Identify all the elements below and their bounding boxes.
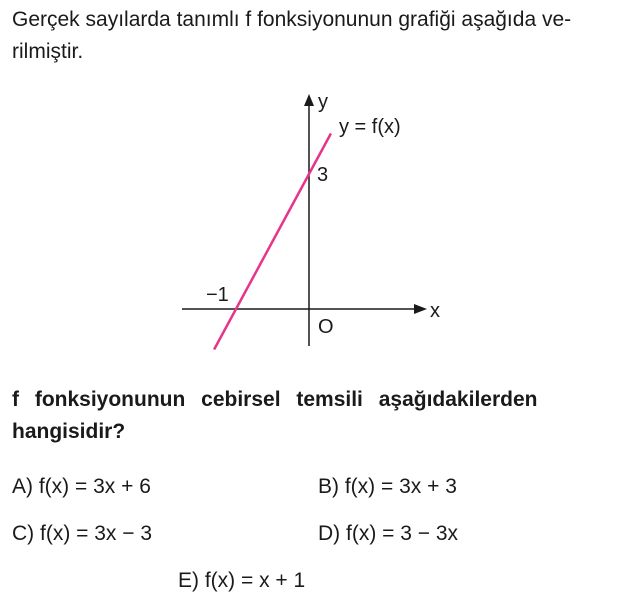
y-axis-label: y bbox=[318, 91, 328, 113]
x-axis-label: x bbox=[430, 300, 440, 322]
option-e[interactable]: E) f(x) = x + 1 bbox=[178, 569, 306, 592]
problem-statement-line-1: Gerçek sayılarda tanımlı f fonksiyonunun grafiği aşağıda ve- bbox=[12, 8, 572, 31]
question-line-1: f fonksiyonunun cebirsel temsili aşağıdakilerden bbox=[12, 388, 538, 411]
option-c[interactable]: C) f(x) = 3x − 3 bbox=[12, 522, 153, 545]
x-intercept-label: −1 bbox=[206, 284, 229, 306]
question-line-2: hangisidir? bbox=[12, 420, 126, 443]
option-d[interactable]: D) f(x) = 3 − 3x bbox=[318, 522, 459, 545]
problem-statement-line-2: rilmiştir. bbox=[12, 40, 84, 63]
option-b[interactable]: B) f(x) = 3x + 3 bbox=[318, 475, 457, 498]
y-intercept-label: 3 bbox=[317, 164, 329, 186]
function-label: y = f(x) bbox=[339, 116, 401, 138]
x-axis-arrow-icon bbox=[414, 304, 427, 314]
question-prompt bbox=[12, 384, 612, 448]
origin-label: O bbox=[318, 316, 334, 338]
option-a[interactable]: A) f(x) = 3x + 6 bbox=[12, 475, 151, 498]
function-line bbox=[214, 134, 331, 350]
y-axis-arrow-icon bbox=[304, 94, 314, 106]
